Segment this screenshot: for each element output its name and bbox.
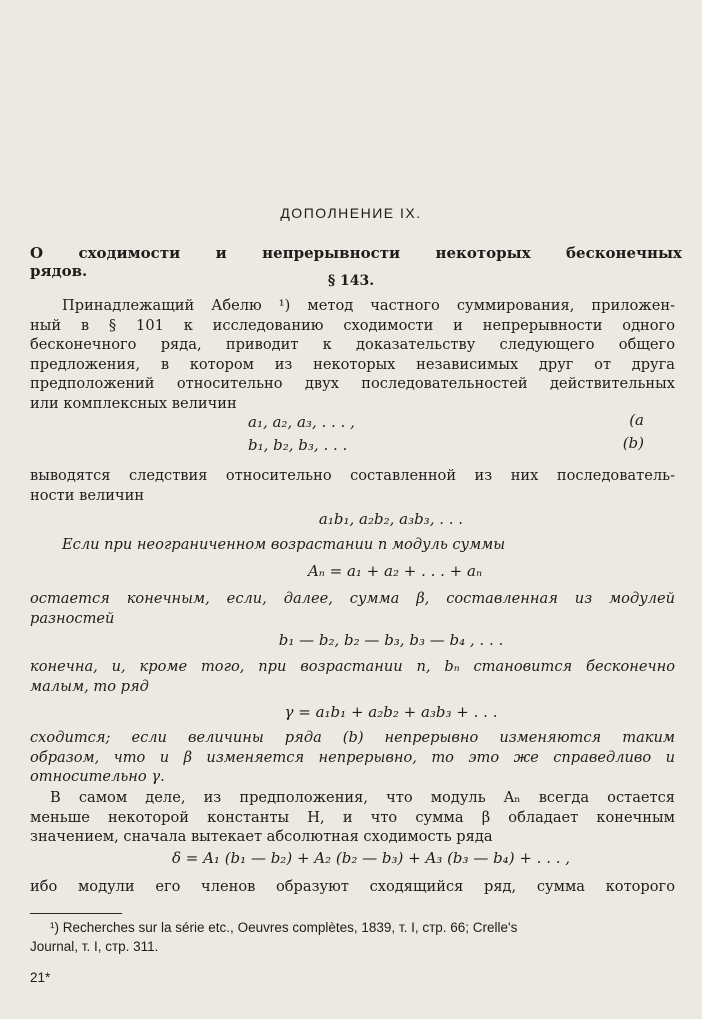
page-number: 21* — [30, 970, 51, 985]
text-line: или комплексных величин — [30, 394, 237, 412]
appendix-heading: ДОПОЛНЕНИЕ IX. — [280, 205, 422, 221]
equation-label-b: (b) — [622, 434, 644, 452]
product-sequence: a₁b₁, a₂b₂, a₃b₃, . . . — [318, 510, 464, 528]
footnote — [30, 918, 678, 956]
sequence-b: b₁, b₂, b₃, . . . — [248, 436, 348, 454]
text-line: конечна, и, кроме того, при возрастании n, bₙ становится бесконечно — [30, 658, 675, 675]
text-line: ибо модули его членов образуют сходящийся ряд, сумма которого — [30, 878, 675, 895]
footnote-line: Journal, т. I, стр. 311. — [30, 939, 159, 954]
paragraph-1 — [30, 296, 675, 413]
text-line: предположений относительно двух последовательностей действительных — [30, 375, 675, 392]
paragraph-5 — [30, 657, 675, 696]
text-line: меньше некоторой константы H, и что сумма β обладает конечным — [30, 808, 675, 826]
paragraph-4 — [30, 589, 675, 628]
text-line: сходится; если величины ряда (b) непрерывно изменяются таким — [30, 729, 675, 746]
text-line: выводятся следствия относительно составленной из них последователь- — [30, 467, 675, 484]
paragraph-8 — [30, 877, 675, 897]
equation-An: Aₙ = a₁ + a₂ + . . . + aₙ — [307, 562, 483, 580]
text-line: относительно γ. — [30, 768, 165, 785]
paragraph-6 — [30, 728, 675, 787]
text-line: В самом деле, из предположения, что модуль Aₙ всегда остается — [50, 789, 675, 806]
paragraph-3: Если при неограниченном возрастании n модуль суммы — [62, 536, 506, 553]
paragraph-7 — [30, 788, 675, 847]
paragraph-2 — [30, 466, 675, 505]
equation-label-a: (a — [629, 411, 644, 429]
text-line: предложения, в котором из некоторых независимых друг от друга — [30, 355, 675, 373]
equation-gamma: γ = a₁b₁ + a₂b₂ + a₃b₃ + . . . — [284, 703, 498, 721]
text-line: остается конечным, если, далее, сумма β, составленная из модулей — [30, 590, 675, 607]
text-line: разностей — [30, 609, 115, 627]
text-line: ный в § 101 к исследованию сходимости и непрерывности одного — [30, 316, 675, 334]
appendix-subheading: О сходимости и непрерывности некоторых бесконечных рядов. — [30, 244, 682, 280]
text-line: образом, что и β изменяется непрерывно, то это же справедливо и — [30, 748, 675, 766]
text-line: Принадлежащий Абелю ¹) метод частного суммирования, приложен- — [62, 297, 675, 314]
text-line: малым, то ряд — [30, 677, 149, 695]
footnote-rule — [30, 913, 122, 914]
equation-differences: b₁ — b₂, b₂ — b₃, b₃ — b₄ , . . . — [278, 631, 504, 649]
text-line: значением, сначала вытекает абсолютная сходимость ряда — [30, 828, 493, 845]
footnote-line: ¹) Recherches sur la série etc., Oeuvres complètes, 1839, т. I, стр. 66; Crelle's — [50, 920, 518, 935]
text-line: бесконечного ряда, приводит к доказательству следующего общего — [30, 336, 675, 353]
equation-delta: δ = A₁ (b₁ — b₂) + A₂ (b₂ — b₃) + A₃ (b₃ — b₄) + . . . , — [171, 849, 571, 867]
sequence-a: a₁, a₂, a₃, . . . , — [248, 413, 355, 431]
section-number: § 143. — [327, 273, 375, 289]
text-line: ности величин — [30, 486, 145, 504]
